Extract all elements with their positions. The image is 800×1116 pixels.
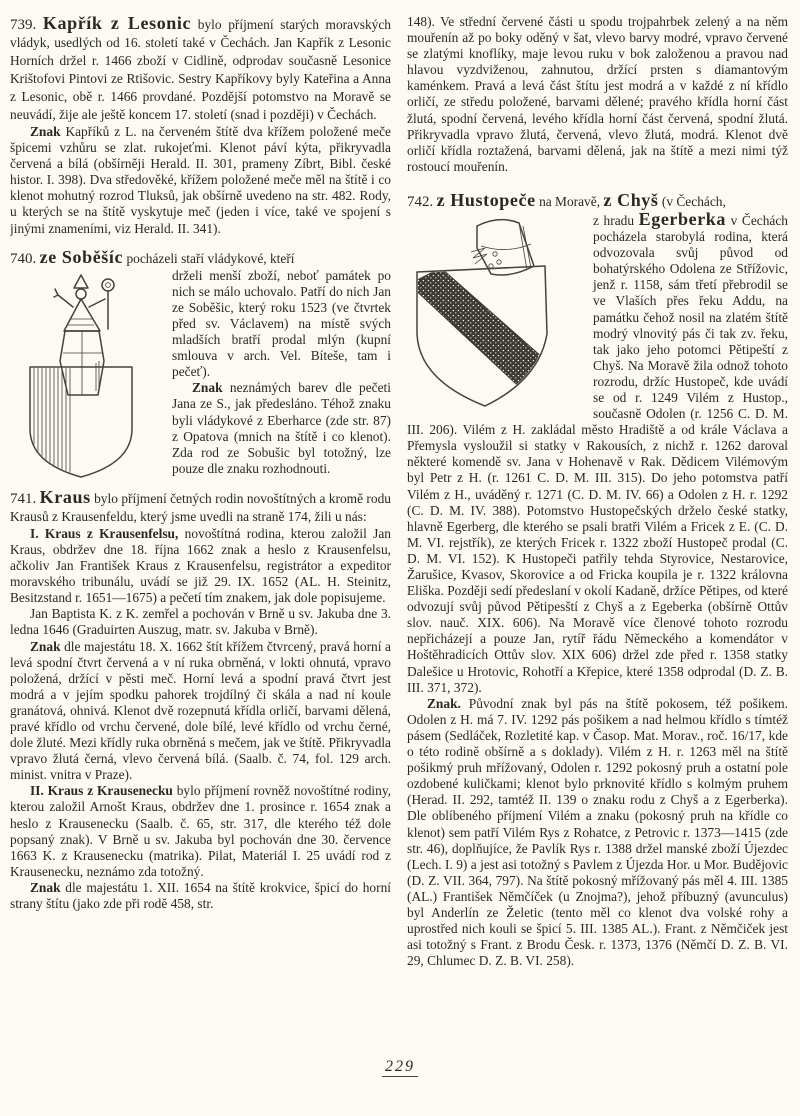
blazon-text: neznámých barev dle pečeti Jana ze S., jak předesláno. Téhož znaku byli vládykové z Eberharce (zde str. 87) z Opatova (mnich na štítě i co klenot). Zda rod ze Sobušic byl totožný, lze pouze dle znaku rozhodnouti.	[172, 380, 391, 476]
entry-intro-rest: drželi menší zboží, neboť památek po nich se málo uchovalo. Patří do nich Jan ze Soběšic, který roku 1523 (ve čtvrtek před sv. Václavem) na místě svých mladších bratří prodal mlýn (kupní smlouva v arch. Vel. Bíteše, tam i pečeť).	[172, 267, 391, 380]
entry-number: 742.	[407, 193, 434, 210]
entry-740	[10, 248, 391, 477]
entry-name-secondary: z Chyš	[603, 189, 659, 210]
entry-intro-first-line: pocházeli staří vládykové, kteří	[126, 250, 295, 266]
blazon-label: Znak.	[427, 695, 461, 711]
page-number-value: 229	[382, 1058, 418, 1077]
hustopece-arms-illustration	[407, 214, 583, 420]
entry-name: Kraus	[39, 486, 91, 507]
left-column	[10, 14, 391, 1056]
blazon-label: Znak	[30, 124, 61, 139]
entry-741-blazon-1-paragraph	[10, 639, 391, 784]
page-number	[0, 1058, 800, 1076]
sobesice-crest-illustration	[10, 271, 162, 483]
entry-741-family-2-paragraph	[10, 783, 391, 880]
entry-number: 740.	[10, 250, 37, 267]
entry-741-note-paragraph: Jan Baptista K. z K. zemřel a pochován v Brně u sv. Jakuba dne 3. ledna 1646 (Graduirten Auszug, matr. sv. Jakuba v Brně).	[10, 606, 391, 638]
entry-742	[407, 191, 788, 969]
blazon-text: dle majestátu 1. XII. 1654 na štítě krokvice, špicí do horní strany štítu (jako zde při rodě 458, str.	[10, 879, 391, 912]
blazon-label: Znak	[30, 879, 61, 895]
family-text: bylo příjmení rovněž novoštítné rodiny, kterou založil Arnošt Kraus, obdržev dne 1. prosince r. 1654 znak a heslo z Krausenecku (Saalb. č. 65, str. 317, dle kterého též dole popsaný znak). V Brně u sv. Jakuba byl pochován dne 30. července 1663 K. z Krausenecku (matrika). Pilat, Materiál I. 25 uvádí rod z Krausenecku, neznámo zda totožný.	[10, 783, 391, 879]
entry-name: z Hustopeče	[436, 189, 536, 210]
entry-742-blazon-paragraph	[407, 696, 788, 970]
entry-739	[10, 14, 391, 237]
blazon-label: Znak	[192, 380, 223, 396]
entry-name: Kapřík z Lesonic	[42, 14, 192, 33]
entry-741	[10, 488, 391, 912]
entry-number: 739.	[10, 17, 37, 33]
blazon-text: Kapříků z L. na červeném štítě dva křížem položené meče špicemi vzhůru se zlat. rukojeťmi. Klenot páví kýta, přikryvadla červená a bílá (obšírněji Herald. II. 301, prameny Zíbrt, Bibl. české histor. I. 398). Dva středověké, křížem položené meče měl na štítě i co klenot mohutný rozrod Tluksů, jak obšírně uvedeno na str. 482. Rody, u kterých se na štítě vyskytuje meč (jeden i více, také ve spojení s jinými znameními, viz Herald. II. 341).	[10, 124, 391, 236]
entry-name: ze Soběšíc	[39, 246, 124, 267]
column-continuation-paragraph: 148). Ve střední červené části u spodu trojpahrbek zelený a na něm mouřenín až po boky oděný v šat, vlevo barvy modré, vpravo červené se zlatými knoflíky, maje levou ruku v bok založenou a pravou nad hlavou vyzdviženou, zahnutou, držící prsten s diamantovým kaménkem. Pravá a levá část štítu jest modrá a v každé z ní křídlo orličí, ze středu položené, barvami dělené; pravého křídla horní část žlutá, spodní červená, levého křídla horní část červená, spodní žlutá. Přikryvadla vpravo žlutá, červená, vlevo žlutá, modrá. Klenot dvě orličí křídla roztažená, barvami dělená, jak na štítě a mezi nimi týž rostoucí mouřenín.	[407, 14, 788, 174]
entry-740-heading	[10, 248, 391, 268]
entry-body-lead: z hradu	[593, 212, 635, 228]
entry-741-blazon-2-paragraph	[10, 880, 391, 912]
entry-742-heading	[407, 191, 788, 211]
entry-741-heading	[10, 488, 391, 526]
family-lead: I. Kraus z Krausenfelsu,	[30, 525, 179, 541]
entry-body-text: v Čechách pocházela starobylá rodina, která odvozovala svůj původ od bohatýrského Odolena ze Střížovic, jenž r. 1158, sám třetí přebrodil se ve Vlaších přes řeku Addu, na památku čehož nosil na zlatém štítě modrý vlnovitý pás či tak zv. řeku, tak jako jeho potomci Pětipeští z Chyš. Na Moravě žila odnož tohoto rozrodu, držíc Hustopeč, kde uvádí se od r. 1249 Vilém z Hustop., současně Odolen (r. 1256 C. D. M. III. 206). Vilém z H. zakládal město Hradiště a od krále Václava a Přemysla vysloužil si statky v Rakousích, z nichž r. 1262 daroval některé komendě sv. Jana v Hohenavě v Rak. Dědicem Vilémovým byl Petr z H. (r. 1261 C. D. M. III. 315). Do jeho potomstva patří Vilém z H., uváděný r. 1271 (C. D. M. IV. 66) a Odolen z H. r. 1292 (C. D. M. IV. 388). Potomstvo Hustopečských drželo české statky, hlavně Egerberg, dle kterého se psali bratři Vilém a Fricek z E. (C. D. M. VI. rejstřík), ze kterých Fricek r. 1322 zboží Hustopeč prodal (C. D. M. VI. 152). K Hustopeči patřily tehda Styrovice, Nestarovice, Žarušice, Kvasov, Skorovice a od Fricka koupila je r. 1322 královna Eliška. Později sedí předeslaní v okolí Kadaně, držíce Pětipes, od které odvozují svůj původ Pětipesští z Chyš a z Egeberka (obšírně Ottův slov. nauč. XIX. 606). Na Moravě více členové tohoto rozrodu nepřicházejí a pouze Jan, rytíř řádu Německého a komendátor v Hoštěhradicích Ottův slov. XIX 606) držel zde před r. 1358 statky Dalešice u Hrotovic, Rohotří a Křepice, které 1358 odprodal (D. Z. B. III. 371, 372).	[407, 212, 788, 695]
entry-number: 741.	[10, 490, 37, 507]
entry-739-blazon-paragraph	[10, 124, 391, 237]
entry-739-paragraph	[10, 14, 391, 124]
entry-heading-text: (v Čechách,	[661, 193, 726, 209]
right-column	[407, 14, 788, 1056]
entry-heading-text: na Moravě,	[539, 193, 601, 209]
entry-name-castle: Egerberka	[638, 208, 727, 229]
entry-741-family-1-paragraph	[10, 526, 391, 606]
family-text: novoštítná rodina, kterou založil Jan Kraus, obdržev dne 18. října 1662 znak a heslo z Krausenfelsu, ačkoliv Jan František Kraus z Krausenfelsu, registrátor a expeditor moravského tribunálu, uvádí se již 29. IX. 1652 (AL. H. Steinitz, Besitzstand r. 1651—1675) a pečetí tím znakem, jak dole popisujeme.	[10, 525, 391, 606]
blazon-label: Znak	[30, 638, 61, 654]
two-column-layout	[10, 14, 788, 1056]
family-lead: II. Kraus z Krausenecku	[30, 783, 173, 799]
blazon-text: Původní znak byl pás na štítě pokosem, též pošikem. Odolen z H. má 7. IV. 1292 pás pošikem a nad helmou křídlo s tímtéž pásem (Sedláček, Rozletité kap. v Časop. Mat. Morav., roč. 16/17, kde o této rodině obšírně a s doklady). Vilém z H. r. 1263 měl na štítě pošikmý pruh mřížovaný, Odolen r. 1292 pokosný pruh a ostatní pole ozdobené kuličkami; klenot bylo prknovité křídlo s kolmým pruhem (Herad. II. 292, tamtéž II. 139 o znaku rodu z Chyš a z Egerberka). Dle oblíbeného příjmení Vilém a znaku (pokosný pruh na křídle co klenot) sem patří Vilém Rys z Rohatce, z Petrovic r. 1373—1415 (zde str. 46), doplňujíce, že Pavlík Rys r. 1388 držel manské zboží Újezdec (Lech. I. 9) a jest asi totožný s Pavlem z Újezda Hor. u Mor. Budějovic (D. Z. VII. 364, 797). Na štítě pokosný mřížovaný pás měl 4. III. 1385 (AL.) František Němčíček (u Znojma?), jehož příbuzný (avunculus) byl Anderlín ze Želetic (tento měl co klenot dva volské rohy a uprostřed nich kouli se špicí 5. III. 1385 AL.). Frant. z Němčiček jest asi totožný s Frant. z Brodu Česk. r. 1373, 1376 (Němčí D. Z. B. VI. 29, Chlumec D. Z. B. VI. 258).	[407, 695, 788, 969]
entry-intro-text: bylo příjmení starých moravských vládyk, usedlých od 16. století také v Čechách. Jan Kapřík z Lesonic Horních držel r. 1466 zboží v Cidlině, odprodav současně Lesonice Krištofovi Pintovi ze Rtišovic. Sestry Kapříkovy byly Kateřina a Anna z Lesonic, obě r. 1466 provdané. Pozdější potomstvo na Moravě se neuvádí, žije ale ještě koncem 17. století (snad i později) v Čechách.	[10, 17, 391, 122]
blazon-text: dle majestátu 18. X. 1662 štít křížem čtvrcený, pravá horní a levá spodní čtvrt červená a v ní ruka obrněná, v lokti ohnutá, vpravo položená, držící v pěsti meč. Horní levá a spodní pravá čtvrt jest modrá a v jejím spodku pahorek trojdílný či skála a nad ní koule granátová, ohnivá. Klenot dvě rozepnutá křídla orličí, barvami dělená, pravé křídlo od vrchu červené, dole bílé, levé křídlo od vrchu černé, dole žluté. Mezi křídly ruka obrněná s mečem, jak ve štítě. Přikryvadla vpravo žlutá černá, vlevo červená bílá. (Saalb. č. 74, fol. 129 arch. minist. vnitra v Praze).	[10, 638, 391, 783]
entry-intro-text: bylo příjmení četných rodin novoštítných a kromě rodu Krausů z Krausenfeldu, který jsme uvedli na straně 174, žili u nás:	[10, 490, 391, 524]
